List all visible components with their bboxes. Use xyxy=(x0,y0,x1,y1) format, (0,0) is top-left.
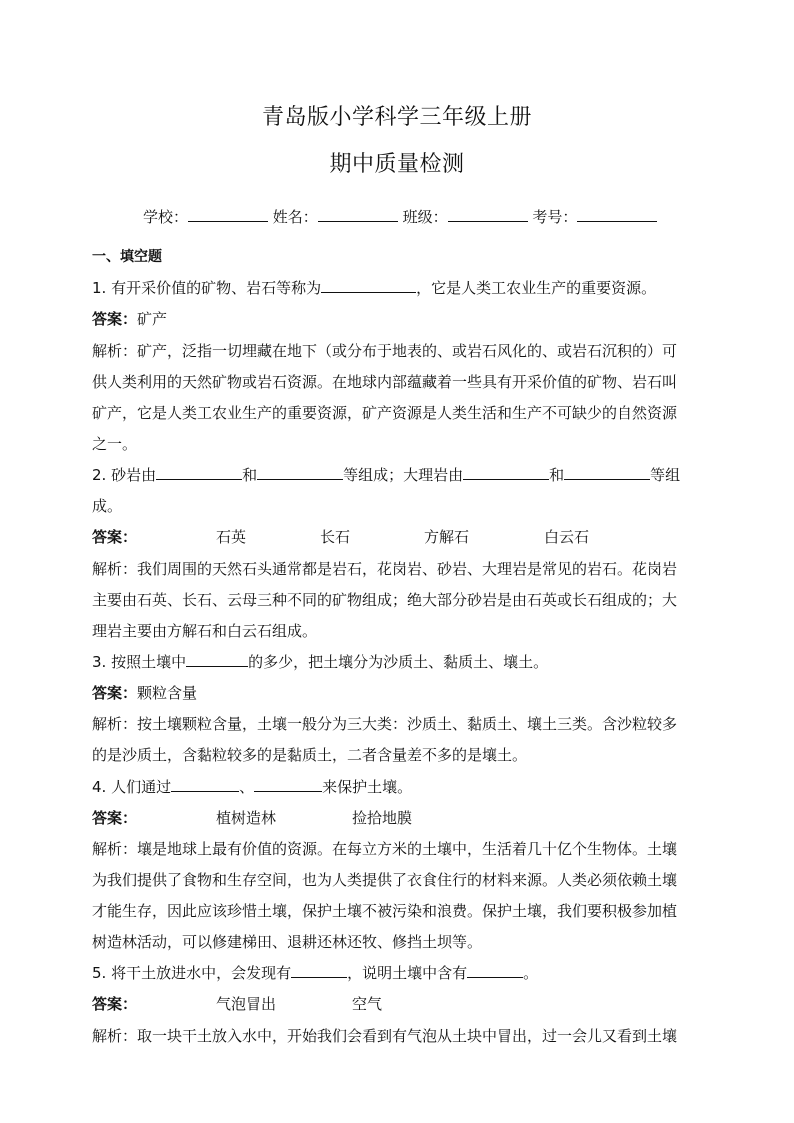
class-blank xyxy=(448,207,528,222)
answer-5-value: 空气 xyxy=(352,995,383,1013)
question-4 xyxy=(92,776,732,798)
question-2-text: 等组成；大理岩由 xyxy=(343,466,464,484)
answer-2-value: 石英 xyxy=(216,528,247,546)
section-heading: 一、填空题 xyxy=(92,249,162,265)
analysis-1-line: 供人类利用的天然矿物或岩石资源。在地球内部蕴藏着一些具有开采价值的矿物、岩石叫 xyxy=(92,373,678,391)
question-4-text-end: 来保护土壤。 xyxy=(322,778,413,796)
exam-no-blank xyxy=(577,207,657,222)
question-2-cont: 成。 xyxy=(92,497,123,515)
analysis-3-line: 的是沙质土，含黏粒较多的是黏质土，二者含量差不多的是壤土。 xyxy=(92,746,528,764)
analysis-2-line: 主要由石英、长石、云母三种不同的矿物组成；绝大部分砂岩是由石英或长石组成的；大 xyxy=(92,591,678,609)
analysis-3-line: 解析：按土壤颗粒含量，土壤一般分为三大类：沙质土、黏质土、壤土三类。含沙粒较多 xyxy=(92,715,678,733)
question-2-blank xyxy=(257,465,343,480)
answer-label: 答案： xyxy=(92,684,138,702)
answer-2-value: 白云石 xyxy=(544,528,590,546)
answer-label: 答案： xyxy=(92,310,138,328)
question-3-text: 3. 按照土壤中 xyxy=(92,653,187,671)
question-3-text-end: 的多少，把土壤分为沙质土、黏质土、壤土。 xyxy=(248,653,549,671)
school-label: 学校： xyxy=(143,208,189,226)
question-5-blank xyxy=(291,963,347,978)
question-1 xyxy=(92,277,732,299)
answer-label: 答案： xyxy=(92,528,138,546)
question-5-text-end: 。 xyxy=(523,964,539,982)
page-subtitle: 期中质量检测 xyxy=(329,152,465,177)
name-blank xyxy=(318,207,398,222)
analysis-4-line: 树造林活动，可以修建梯田、退耕还林还牧、修挡土坝等。 xyxy=(92,933,483,951)
student-info-line xyxy=(143,206,657,227)
class-label: 班级： xyxy=(402,208,448,226)
analysis-4-line: 为我们提供了食物和生存空间，也为人类提供了衣食住行的材料来源。人类必须依赖土壤 xyxy=(92,871,678,889)
answer-4-value: 捡拾地膜 xyxy=(352,809,413,827)
question-4-text: 、 xyxy=(239,778,255,796)
question-5-text: 5. 将干土放进水中，会发现有 xyxy=(92,964,292,982)
question-2 xyxy=(92,464,732,486)
answer-label: 答案： xyxy=(92,995,138,1013)
question-1-text: 1. 有开采价值的矿物、岩石等称为 xyxy=(92,279,322,297)
answer-5-value: 气泡冒出 xyxy=(216,995,277,1013)
question-5-blank xyxy=(467,963,523,978)
page-title: 青岛版小学科学三年级上册 xyxy=(261,105,532,130)
question-3-blank xyxy=(186,652,248,667)
analysis-4-line: 才能生存，因此应该珍惜土壤，保护土壤不被污染和浪费。保护土壤，我们要积极参加植 xyxy=(92,902,678,920)
school-blank xyxy=(188,207,268,222)
question-1-blank xyxy=(321,278,416,293)
question-2-blank xyxy=(156,465,242,480)
answer-4-value: 植树造林 xyxy=(216,809,277,827)
exam-no-label: 考号： xyxy=(532,208,578,226)
analysis-4-line: 解析：壤是地球上最有价值的资源。在每立方米的土壤中，生活着几十亿个生物体。土壤 xyxy=(92,840,678,858)
answer-3 xyxy=(92,682,732,704)
analysis-2-line: 理岩主要由方解石和白云石组成。 xyxy=(92,622,318,640)
question-2-text: 和 xyxy=(549,466,565,484)
answer-2-value: 长石 xyxy=(320,528,351,546)
analysis-5-line: 解析：取一块干土放入水中，开始我们会看到有气泡从土块中冒出，过一会儿又看到土壤 xyxy=(92,1027,678,1045)
answer-1 xyxy=(92,308,732,330)
question-3 xyxy=(92,651,732,673)
analysis-1-line: 解析：矿产，泛指一切埋藏在地下（或分布于地表的、或岩石风化的、或岩石沉积的）可 xyxy=(92,342,678,360)
question-2-blank xyxy=(463,465,549,480)
analysis-1-line: 矿产，它是人类工农业生产的重要资源，矿产资源是人类生活和生产不可缺少的自然资源 xyxy=(92,404,678,422)
name-label: 姓名： xyxy=(272,208,318,226)
question-2-text: 2. 砂岩由 xyxy=(92,466,157,484)
question-4-text: 4. 人们通过 xyxy=(92,778,172,796)
answer-label: 答案： xyxy=(92,809,138,827)
answer-1-value: 矿产 xyxy=(137,310,168,328)
question-4-blank xyxy=(254,777,322,792)
question-4-blank xyxy=(171,777,239,792)
question-2-text: 和 xyxy=(242,466,258,484)
question-5-text: ，说明土壤中含有 xyxy=(347,964,468,982)
analysis-2-line: 解析：我们周围的天然石头通常都是岩石，花岗岩、砂岩、大理岩是常见的岩石。花岗岩 xyxy=(92,560,678,578)
question-5 xyxy=(92,962,732,984)
answer-3-value: 颗粒含量 xyxy=(137,684,198,702)
question-2-blank xyxy=(564,465,650,480)
question-1-text-end: ，它是人类工农业生产的重要资源。 xyxy=(416,279,657,297)
question-2-text: 等组 xyxy=(650,466,681,484)
analysis-1-line: 之一。 xyxy=(92,435,138,453)
answer-2-value: 方解石 xyxy=(424,528,470,546)
